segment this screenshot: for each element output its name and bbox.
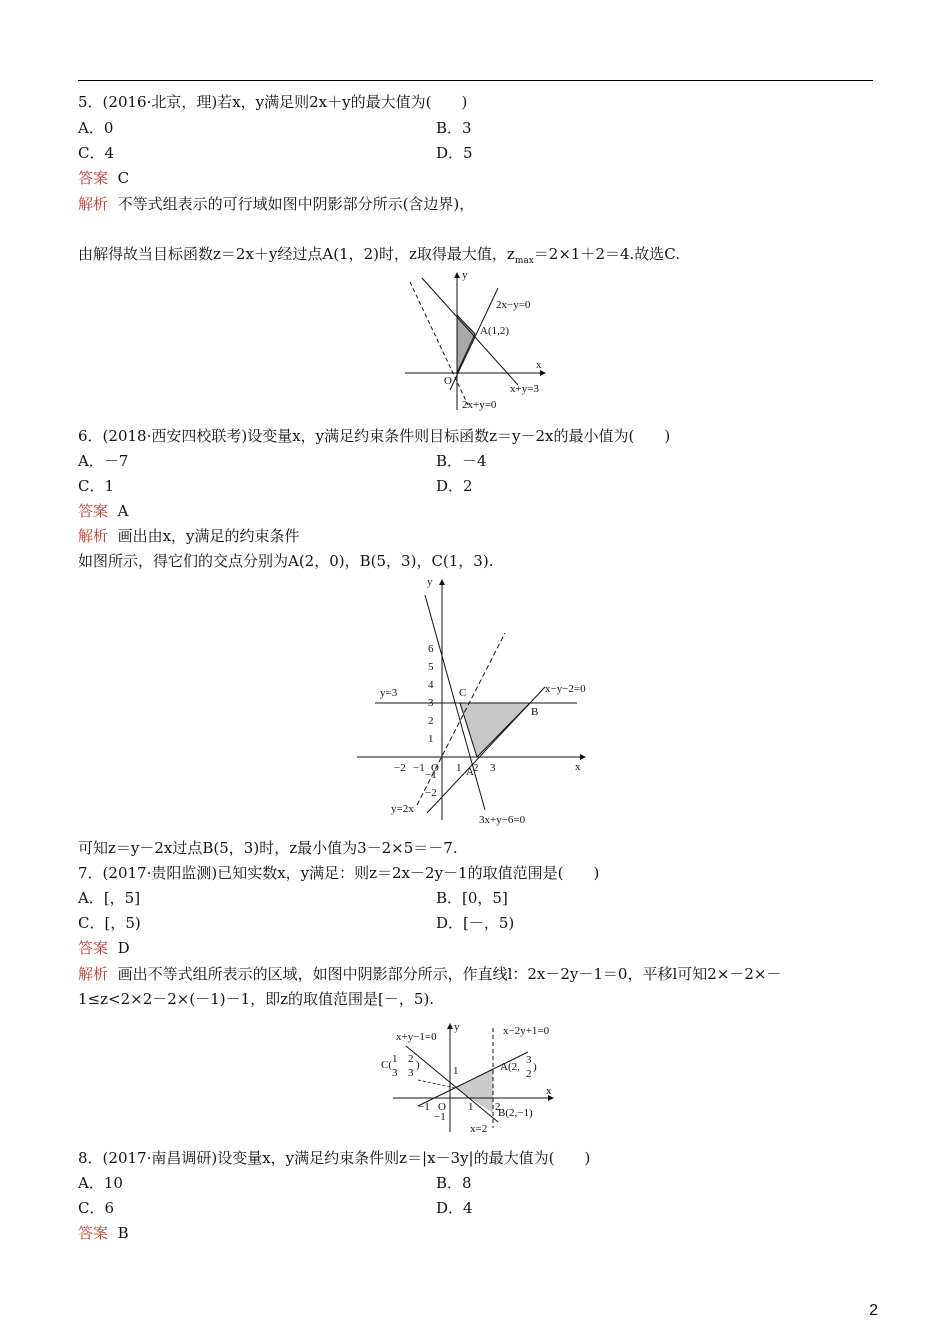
q7-option-c: C．[，5): [78, 914, 141, 932]
line-y2x-label: y=2x: [391, 803, 414, 815]
point-c-y-denominator: 3: [408, 1067, 414, 1079]
point-c-x-numerator: 1: [392, 1053, 398, 1065]
q6-option-c: C．1: [78, 477, 115, 495]
tick-x-m1: −1: [418, 1101, 430, 1113]
tick-x-2: 2: [473, 762, 479, 774]
line-x2-label: x=2: [470, 1123, 488, 1135]
q7-analysis-line2: 1≤z<2×2－2×(－1)－1，即z的取值范围是[－，5).: [78, 990, 435, 1008]
tick-y-m1: −1: [434, 1111, 446, 1123]
point-a-y-numerator: 3: [526, 1054, 532, 1066]
point-b-label: B(2,−1): [498, 1107, 533, 1119]
origin-label: O: [431, 762, 439, 774]
q5-option-c: C．4: [78, 144, 115, 162]
tick-x-1: 1: [468, 1101, 474, 1113]
q6-option-a: A．－7: [78, 452, 129, 470]
feasible-region: [460, 703, 530, 757]
q6-option-d: D．2: [436, 477, 473, 495]
analysis-label: 解析: [78, 527, 109, 545]
q8-option-a: A．10: [78, 1174, 123, 1192]
point-c-label: C: [459, 687, 467, 699]
line-y3-label: y=3: [380, 687, 398, 699]
point-c-close: ): [416, 1059, 420, 1071]
tick-y-6: 6: [428, 643, 434, 655]
q6-conclusion: 可知z＝y－2x过点B(5，3)时，z最小值为3－2×5＝－7.: [78, 839, 458, 857]
page-number: 2: [869, 1302, 878, 1319]
line2-label: x+y=3: [510, 383, 539, 395]
tick-y-2: 2: [428, 715, 434, 727]
feasible-region: [455, 1068, 493, 1113]
x-label: x: [575, 761, 581, 773]
point-a-close: ): [533, 1061, 537, 1073]
tick-x-m2: −2: [394, 762, 406, 774]
q8-stem: 8．(2017·南昌调研)设变量x，y满足约束条件则z＝|x－3y|的最大值为( ): [78, 1149, 591, 1167]
q6-analysis-line2: 如图所示，得它们的交点分别为A(2，0)，B(5，3)，C(1，3).: [78, 552, 494, 570]
tick-y-m1: −1: [425, 769, 437, 781]
header-rule: [78, 80, 873, 81]
analysis-text: 画出由x，y满足的约束条件: [117, 527, 300, 545]
answer-label: 答案: [78, 169, 109, 187]
tick-y-1: 1: [428, 733, 434, 745]
point-a-y-denominator: 2: [526, 1068, 532, 1080]
q8-option-c: C．6: [78, 1199, 115, 1217]
line-3x-label: 3x+y−6=0: [479, 814, 526, 826]
q5-option-d: D．5: [436, 144, 473, 162]
analysis-text: 画出不等式组所表示的区域，如图中阴影部分所示，作直线l：2x－2y－1＝0，平移l可知2×－2×－: [117, 965, 782, 983]
q5-option-b: B．3: [436, 119, 472, 137]
point-c-y-numerator: 2: [408, 1053, 414, 1065]
tick-y-m2: −2: [425, 787, 437, 799]
answer-value: C: [117, 169, 130, 187]
line1-label: x+y−1=0: [396, 1031, 437, 1043]
q5-option-a: A．0: [78, 119, 114, 137]
q5-solution-line: [78, 244, 680, 271]
q5-figure: [400, 270, 560, 415]
analysis-label: 解析: [78, 195, 109, 213]
analysis-label: 解析: [78, 965, 109, 983]
q7-option-a: A．[，5]: [78, 889, 141, 907]
x-label: x: [546, 1085, 552, 1097]
q7-analysis: [78, 964, 782, 984]
y-label: y: [427, 576, 433, 588]
tick-x-2: 2: [495, 1101, 501, 1113]
line-xy-label: x−y−2=0: [545, 683, 586, 695]
solution-subscript: max: [514, 256, 534, 266]
line1-label: 2x−y=0: [496, 299, 531, 311]
line2-label: x−2y+1=0: [503, 1025, 550, 1037]
tick-x-3: 3: [490, 762, 496, 774]
point-c-label: C(: [381, 1059, 392, 1071]
answer-value: A: [117, 502, 129, 520]
x-label: x: [536, 359, 542, 371]
solution-text-b: ＝2×1＋2＝4.故选C.: [533, 245, 681, 263]
analysis-text: 不等式组表示的可行域如图中阴影部分所示(含边界)，: [117, 195, 475, 213]
q7-figure: [378, 1020, 568, 1135]
line-c-guide: [418, 1080, 455, 1088]
tick-y-4: 4: [428, 679, 434, 691]
solution-text-a: 由解得故当目标函数z＝2x＋y经过点A(1，2)时，z取得最大值，z: [78, 245, 515, 263]
q8-option-b: B．8: [436, 1174, 472, 1192]
q5-stem: 5．(2016·北京，理)若x，y满足则2x＋y的最大值为( ): [78, 93, 468, 111]
q8-answer: [78, 1223, 129, 1243]
origin-label: O: [444, 375, 452, 387]
y-label: y: [454, 1021, 460, 1033]
q7-option-d: D．[－，5): [436, 914, 515, 932]
q7-answer: [78, 938, 130, 958]
point-a-label: A: [466, 766, 474, 778]
line3-label: 2x+y=0: [462, 399, 497, 411]
origin-label: O: [438, 1101, 446, 1113]
q6-analysis: [78, 526, 300, 546]
point-c-x-denominator: 3: [392, 1067, 398, 1079]
q5-answer: [78, 168, 129, 188]
q8-option-d: D．4: [436, 1199, 473, 1217]
tick-y-5: 5: [428, 661, 434, 673]
q6-stem: 6．(2018·西安四校联考)设变量x，y满足约束条件则目标函数z＝y－2x的最小值为( ): [78, 427, 671, 445]
answer-value: B: [117, 1224, 129, 1242]
answer-label: 答案: [78, 502, 109, 520]
answer-label: 答案: [78, 939, 109, 957]
answer-label: 答案: [78, 1224, 109, 1242]
q7-stem: 7．(2017·贵阳监测)已知实数x，y满足：则z＝2x－2y－1的取值范围是( ): [78, 864, 600, 882]
q6-figure: [355, 575, 595, 830]
q5-analysis: [78, 194, 474, 214]
feasible-region: [457, 315, 475, 373]
q6-answer: [78, 501, 128, 521]
tick-x-1: 1: [456, 762, 462, 774]
y-label: y: [462, 269, 468, 281]
point-b-label: B: [531, 706, 539, 718]
tick-x-m1: −1: [413, 762, 425, 774]
q6-option-b: B．－4: [436, 452, 487, 470]
tick-y-1: 1: [453, 1065, 459, 1077]
q7-option-b: B．[0，5]: [436, 889, 508, 907]
point-a-label: A(1,2): [480, 325, 510, 337]
answer-value: D: [117, 939, 130, 957]
tick-y-3: 3: [428, 697, 434, 709]
point-a-label: A(2,: [500, 1061, 520, 1073]
